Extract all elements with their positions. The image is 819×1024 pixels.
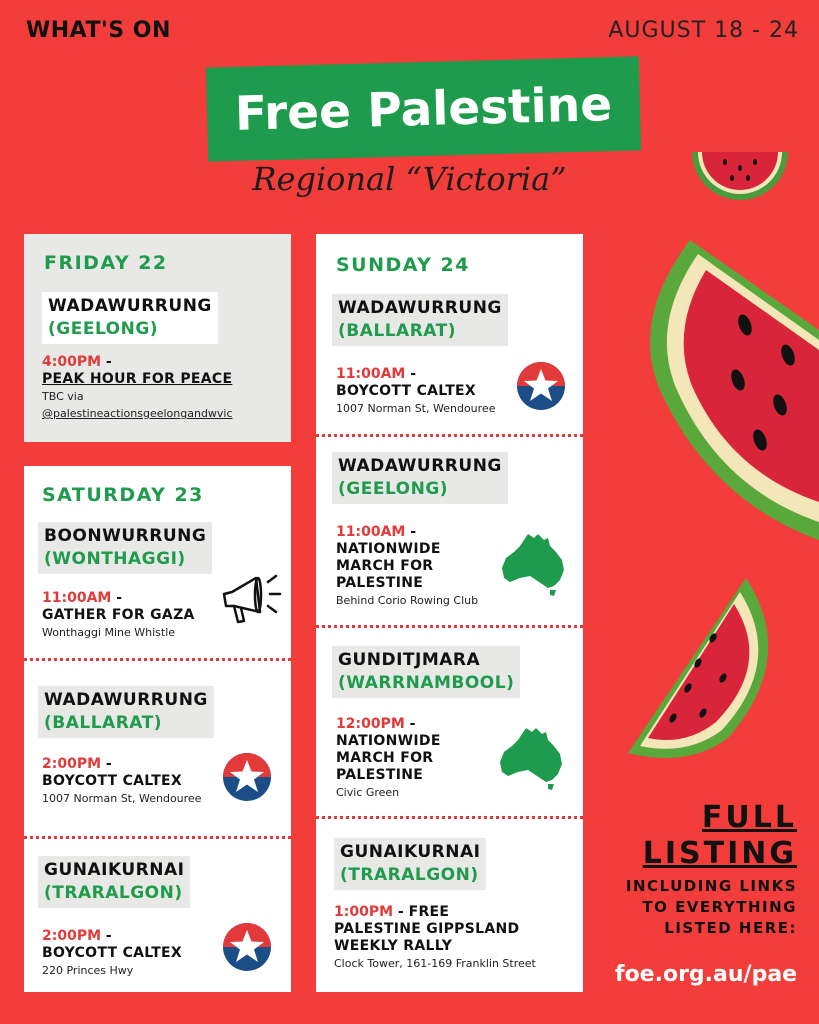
event-location: Clock Tower, 161-169 Franklin Street <box>334 957 536 970</box>
event-location: 1007 Norman St, Wendouree <box>336 402 496 415</box>
event-name-line: MARCH FOR <box>336 750 434 766</box>
day-heading: SUNDAY 24 <box>336 254 470 276</box>
place-name: (WARRNAMBOOL) <box>338 673 515 693</box>
friday-card <box>24 234 291 442</box>
watermelon-large-icon <box>620 240 819 540</box>
event-name-line: PALESTINE <box>336 767 424 783</box>
nation-name: GUNDITJMARA <box>338 650 481 670</box>
event-time: 4:00PM <box>42 354 102 370</box>
caltex-logo <box>516 361 566 411</box>
event: 4:00PM - PEAK HOUR FOR PEACE TBC via @palestineactionsgeelongandwvic <box>42 354 233 420</box>
listing-url-link[interactable]: foe.org.au/pae <box>615 962 798 987</box>
day-heading: FRIDAY 22 <box>44 252 168 274</box>
place-name: (BALLARAT) <box>44 713 162 733</box>
event-time: 12:00PM <box>336 716 405 732</box>
event-name: BOYCOTT CALTEX <box>42 945 183 961</box>
full-listing-heading-line1: FULL <box>701 800 797 835</box>
event-time: 2:00PM <box>42 928 102 944</box>
nation-name: GUNAIKURNAI <box>44 860 185 880</box>
event-time: 11:00AM <box>42 590 112 606</box>
divider <box>24 658 291 661</box>
event-name-line: PALESTINE GIPPSLAND <box>334 921 520 937</box>
region-label <box>332 452 508 504</box>
event: 11:00AM - BOYCOTT CALTEX 1007 Norman St, Wendouree <box>336 366 496 415</box>
caltex-logo <box>222 752 272 802</box>
region-label <box>42 292 218 344</box>
saturday-card <box>24 466 291 992</box>
nation-name: WADAWURRUNG <box>338 456 502 476</box>
place-name: (GEELONG) <box>48 319 159 339</box>
event-name: BOYCOTT CALTEX <box>336 383 477 399</box>
date-range: AUGUST 18 - 24 <box>608 18 799 43</box>
subtitle: Regional “Victoria” <box>252 160 567 198</box>
event-name-line: FREE <box>408 904 450 920</box>
megaphone-icon <box>220 572 282 626</box>
note-line: LISTED HERE: <box>664 919 797 937</box>
event-location: Behind Corio Rowing Club <box>336 594 479 607</box>
event-name: GATHER FOR GAZA <box>42 607 195 623</box>
event: 1:00PM - FREE PALESTINE GIPPSLAND WEEKLY RALLY Clock Tower, 161-169 Franklin Street <box>334 904 536 970</box>
event: 12:00PM - NATIONWIDE MARCH FOR PALESTINE Civic Green <box>336 716 441 799</box>
event-location: 1007 Norman St, Wendouree <box>42 792 202 805</box>
event-name-line: NATIONWIDE <box>336 541 441 557</box>
sunday-card <box>316 234 583 992</box>
place-name: (BALLARAT) <box>338 321 456 341</box>
place-name: (GEELONG) <box>338 479 449 499</box>
full-listing-heading-line2: LISTING <box>642 836 797 871</box>
australia-map-icon <box>498 530 570 598</box>
event-name: BOYCOTT CALTEX <box>42 773 183 789</box>
place-name: (TRARALGON) <box>44 883 183 903</box>
event-time: 11:00AM <box>336 524 406 540</box>
region-label <box>332 294 508 346</box>
watermelon-small-icon <box>690 148 790 202</box>
event-name-line: PALESTINE <box>336 575 424 591</box>
place-name: (WONTHAGGI) <box>44 549 186 569</box>
divider <box>316 816 583 819</box>
event-location: Civic Green <box>336 786 400 799</box>
divider <box>316 434 583 437</box>
place-name: (TRARALGON) <box>340 865 479 885</box>
region-label <box>38 856 190 908</box>
event-time: 11:00AM <box>336 366 406 382</box>
divider <box>316 625 583 628</box>
nation-name: WADAWURRUNG <box>338 298 502 318</box>
event: 11:00AM - GATHER FOR GAZA Wonthaggi Mine Whistle <box>42 590 195 639</box>
event-time: 1:00PM <box>334 904 394 920</box>
region-label <box>332 646 520 698</box>
page-title: Free Palestine <box>234 76 613 142</box>
region-label <box>334 838 486 890</box>
event-location: Wonthaggi Mine Whistle <box>42 626 176 639</box>
event: 2:00PM - BOYCOTT CALTEX 1007 Norman St, Wendouree <box>42 756 202 805</box>
region-label <box>38 686 214 738</box>
nation-name: BOONWURRUNG <box>44 526 207 546</box>
event-time: 2:00PM <box>42 756 102 772</box>
event-name[interactable]: PEAK HOUR FOR PEACE <box>42 371 233 387</box>
nation-name: WADAWURRUNG <box>44 690 208 710</box>
caltex-logo <box>222 922 272 972</box>
event-link[interactable]: @palestineactionsgeelongandwvic <box>42 407 233 420</box>
event-location: 220 Princes Hwy <box>42 964 134 977</box>
divider <box>24 836 291 839</box>
full-listing-note <box>626 876 797 939</box>
watermelon-slice-icon <box>628 578 778 764</box>
nation-name: GUNAIKURNAI <box>340 842 481 862</box>
event-name-line: NATIONWIDE <box>336 733 441 749</box>
note-line: TO EVERYTHING <box>642 898 797 916</box>
whats-on-label: WHAT'S ON <box>26 18 171 43</box>
event: 2:00PM - BOYCOTT CALTEX 220 Princes Hwy <box>42 928 183 977</box>
event: 11:00AM - NATIONWIDE MARCH FOR PALESTINE Behind Corio Rowing Club <box>336 524 479 607</box>
region-label <box>38 522 212 574</box>
day-heading: SATURDAY 23 <box>42 484 204 506</box>
event-name-line: MARCH FOR <box>336 558 434 574</box>
note-line: INCLUDING LINKS <box>625 877 797 895</box>
event-location: TBC via <box>42 390 84 403</box>
event-name-line: WEEKLY RALLY <box>334 938 453 954</box>
australia-map-icon <box>496 724 568 792</box>
nation-name: WADAWURRUNG <box>48 296 212 316</box>
